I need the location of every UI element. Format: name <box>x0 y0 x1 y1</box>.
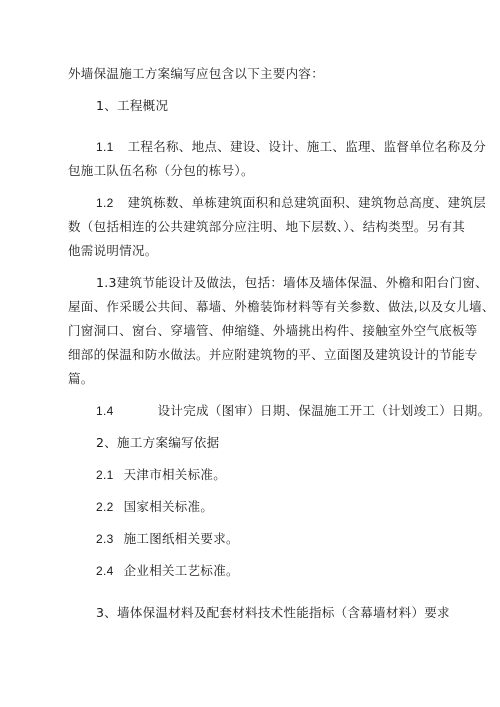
para-1-1-number: 1.1 <box>96 140 114 154</box>
para-1-1-text-1: 工程名称、地点、建设、设计、施工、监理、监督单位名称及分 <box>127 139 486 154</box>
section-1-heading: 1、工程概况 <box>96 98 169 113</box>
para-2-2-number: 2.2 <box>96 500 114 514</box>
intro-text: 外墙保温施工方案编写应包含以下主要内容： <box>68 66 325 81</box>
para-1-3-line-3: 门窗洞口、窗台、穿墙管、伸缩缝、外墙挑出构件、接触室外空气底板等 <box>68 323 478 338</box>
para-2-3-text: 施工图纸相关要求。 <box>123 531 239 546</box>
para-2-1 <box>96 467 226 483</box>
para-1-3-line-2: 屋面、作采暖公共间、幕墙、外檐装饰材料等有关参数、做法,以及女儿墙、 <box>68 299 495 314</box>
para-1-2-line-2: 数（包括相连的公共建筑部分应注明、地下层数、）、结构类型。另有其 <box>68 219 466 234</box>
para-1-2-line-1 <box>96 195 486 211</box>
para-2-4 <box>96 563 239 579</box>
para-1-4-number: 1.4 <box>96 404 114 418</box>
para-1-2-text-1: 建筑栋数、单栋建筑面积和总建筑面积、建筑物总高度、建筑层 <box>127 195 486 210</box>
para-1-3-line-4: 细部的保温和防水做法。并应附建筑物的平、立面图及建筑设计的节能专 <box>68 347 478 362</box>
para-1-4-text: 设计完成（图审）日期、保温施工开工（计划竣工）日期。 <box>157 403 491 418</box>
para-2-4-number: 2.4 <box>96 564 114 578</box>
para-1-3-line-1: 1.3建筑节能设计及做法，包括：墙体及墙体保温、外檐和阳台门窗、 <box>96 275 488 290</box>
para-1-4 <box>96 403 490 419</box>
para-1-3-line-5: 篇。 <box>68 371 94 386</box>
section-3-heading: 3、墙体保温材料及配套材料技术性能指标（含幕墙材料）要求 <box>96 605 450 620</box>
section-2-heading: 2、施工方案编写依据 <box>96 435 220 450</box>
para-1-2-number: 1.2 <box>96 196 114 210</box>
para-2-1-number: 2.1 <box>96 468 114 482</box>
para-2-3-number: 2.3 <box>96 532 114 546</box>
para-2-3 <box>96 531 239 547</box>
para-2-1-text: 天津市相关标准。 <box>123 467 226 482</box>
para-1-1-line-2: 包施工队伍名称（分包的栋号）。 <box>68 163 254 178</box>
para-2-4-text: 企业相关工艺标准。 <box>123 563 239 578</box>
para-2-2-text: 国家相关标准。 <box>123 499 214 514</box>
para-1-2-line-3: 他需说明情况。 <box>68 243 158 258</box>
para-1-1-line-1 <box>96 139 486 155</box>
para-2-2 <box>96 499 213 515</box>
